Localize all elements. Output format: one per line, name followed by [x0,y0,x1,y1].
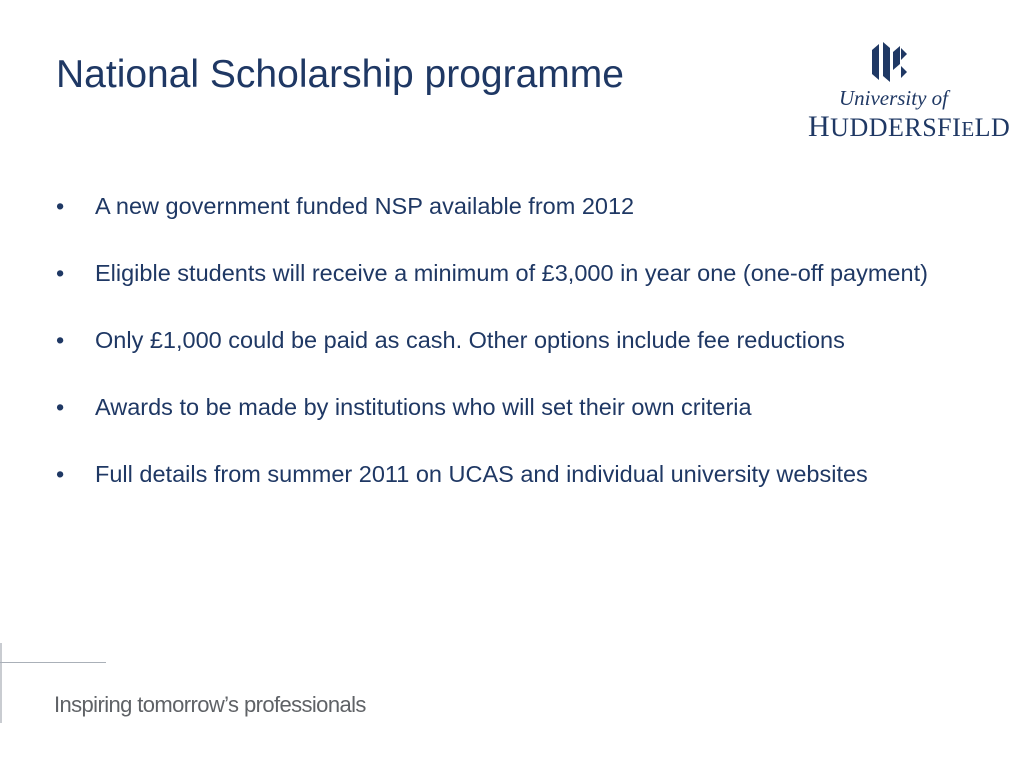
bullet-marker: • [56,260,65,286]
logo-huddersfield: HUDDERSFIELD [808,110,1011,143]
bullet-text: Awards to be made by institutions who will set their own criteria [95,394,752,420]
footer-divider [0,662,106,663]
bullet-text: A new government funded NSP available from 2012 [95,193,635,219]
bullet-item [56,189,966,223]
university-logo [800,40,1011,143]
bullet-item [56,323,966,357]
bullet-item [56,256,966,290]
bullet-marker: • [56,394,65,420]
bullet-list [56,189,966,524]
bullet-marker: • [56,461,65,487]
footer-tagline: Inspiring tomorrow’s professionals [54,692,366,717]
logo-university-of: University of [838,86,948,110]
bullet-item [56,457,966,491]
bullet-item [56,390,966,424]
side-rule [0,643,2,723]
bullet-marker: • [56,193,65,219]
slide-title: National Scholarship programme [56,53,624,96]
university-crest-icon [870,40,910,84]
bullet-text: Full details from summer 2011 on UCAS and individual university websites [95,461,868,487]
bullet-marker: • [56,327,65,353]
bullet-text: Only £1,000 could be paid as cash. Other options include fee reductions [95,327,845,353]
bullet-text: Eligible students will receive a minimum of £3,000 in year one (one-off payment) [95,260,928,286]
